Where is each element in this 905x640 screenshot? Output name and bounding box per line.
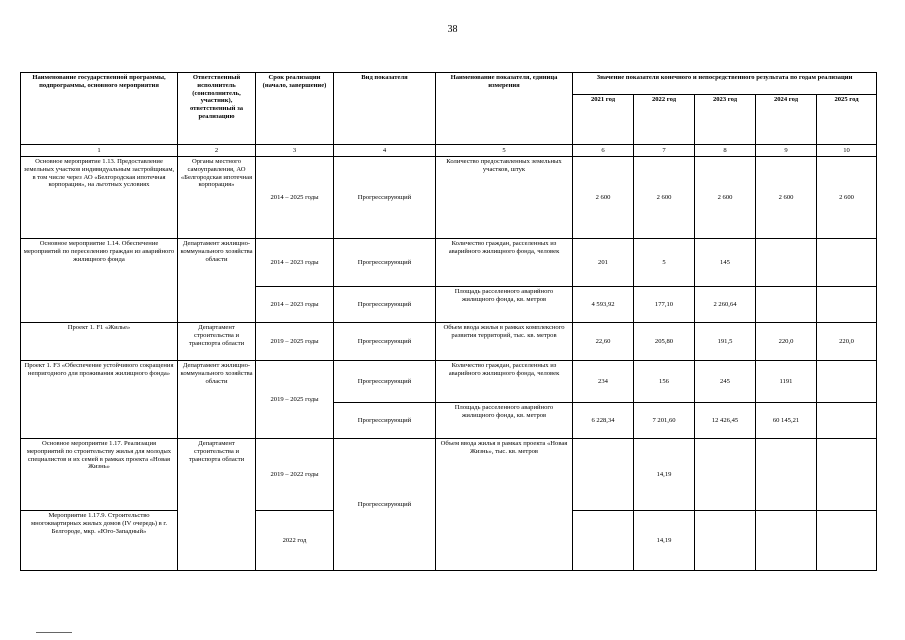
term-cell: 2019 – 2025 годы <box>256 323 334 361</box>
responsible-cell: Департамент жилищно-коммунального хозяйства области <box>178 239 256 323</box>
program-name: Проект 1. F1 «Жилье» <box>21 323 178 361</box>
table-row <box>21 157 877 239</box>
indicator-cell: Площадь расселенного аварийного жилищного фонда, кв. метров <box>436 403 573 439</box>
value-cell: 5 <box>634 239 695 287</box>
kind-cell: Прогрессирующий <box>334 361 436 403</box>
responsible-cell: Органы местного самоуправления, АО «Белгородская ипотечная корпорация» <box>178 157 256 239</box>
term-cell: 2019 – 2022 годы <box>256 439 334 511</box>
header-indicator: Наименование показателя, единица измерения <box>436 73 573 145</box>
value-cell: 245 <box>695 361 756 403</box>
value-cell <box>573 511 634 571</box>
column-number: 7 <box>634 145 695 157</box>
value-cell: 220,0 <box>756 323 817 361</box>
value-cell <box>756 511 817 571</box>
indicator-cell: Количество граждан, расселенных из аварийного жилищного фонда, человек <box>436 361 573 403</box>
value-cell: 14,19 <box>634 439 695 511</box>
indicators-table <box>20 72 877 571</box>
term-cell: 2014 – 2025 годы <box>256 157 334 239</box>
value-cell: 2 600 <box>756 157 817 239</box>
value-cell: 7 201,60 <box>634 403 695 439</box>
header-kind: Вид показателя <box>334 73 436 145</box>
value-cell: 6 228,34 <box>573 403 634 439</box>
value-cell: 2 600 <box>573 157 634 239</box>
value-cell: 2 260,64 <box>695 287 756 323</box>
table-row <box>21 361 877 403</box>
column-number: 8 <box>695 145 756 157</box>
header-responsible: Ответственный исполнитель (соисполнитель, участник), ответственный за реализацию <box>178 73 256 145</box>
column-number: 9 <box>756 145 817 157</box>
value-cell: 156 <box>634 361 695 403</box>
responsible-cell: Департамент строительства и транспорта области <box>178 323 256 361</box>
value-cell <box>817 361 877 403</box>
value-cell: 2 600 <box>695 157 756 239</box>
header-year: 2021 год <box>573 95 634 145</box>
header-term: Срок реализации (начало, завершение) <box>256 73 334 145</box>
value-cell <box>756 439 817 511</box>
value-cell: 1191 <box>756 361 817 403</box>
table-row <box>21 239 877 287</box>
value-cell: 145 <box>695 239 756 287</box>
indicator-cell: Площадь расселенного аварийного жилищного фонда, кв. метров <box>436 287 573 323</box>
value-cell <box>817 239 877 287</box>
term-cell: 2014 – 2023 годы <box>256 287 334 323</box>
column-number: 10 <box>817 145 877 157</box>
term-cell: 2014 – 2023 годы <box>256 239 334 287</box>
program-name: Мероприятие 1.17.9. Строительство многоквартирных жилых домов (IV очередь) в г. Белгороде, мкр. «Юго-Западный» <box>21 511 178 571</box>
program-name: Основное мероприятие 1.14. Обеспечение мероприятий по переселению граждан из аварийного жилищного фонда <box>21 239 178 323</box>
value-cell <box>817 439 877 511</box>
column-number: 4 <box>334 145 436 157</box>
kind-cell: Прогрессирующий <box>334 323 436 361</box>
term-cell: 2022 год <box>256 511 334 571</box>
value-cell: 2 600 <box>634 157 695 239</box>
program-name: Основное мероприятие 1.13. Предоставление земельных участков индивидуальным застройщикам, в том числе через АО «Белгородская ипотечная корпорация», на льготных условиях <box>21 157 178 239</box>
value-cell <box>817 287 877 323</box>
header-year: 2025 год <box>817 95 877 145</box>
value-cell: 177,10 <box>634 287 695 323</box>
indicator-cell: Объем ввода жилья в рамках проекта «Новая Жизнь», тыс. кв. метров <box>436 439 573 571</box>
value-cell: 22,60 <box>573 323 634 361</box>
value-cell <box>756 287 817 323</box>
column-number: 1 <box>21 145 178 157</box>
term-cell: 2019 – 2025 годы <box>256 361 334 439</box>
indicator-cell: Объем ввода жилья в рамках комплексного развития территорий, тыс. кв. метров <box>436 323 573 361</box>
header-year: 2022 год <box>634 95 695 145</box>
value-cell: 234 <box>573 361 634 403</box>
kind-cell: Прогрессирующий <box>334 157 436 239</box>
column-number: 5 <box>436 145 573 157</box>
column-number: 2 <box>178 145 256 157</box>
value-cell: 2 600 <box>817 157 877 239</box>
value-cell <box>695 439 756 511</box>
value-cell: 220,0 <box>817 323 877 361</box>
program-name: Проект 1. F3 «Обеспечение устойчивого сокращения непригодного для проживания жилищного фонда» <box>21 361 178 439</box>
kind-cell: Прогрессирующий <box>334 239 436 287</box>
indicator-cell: Количество предоставленных земельных участков, штук <box>436 157 573 239</box>
kind-cell: Прогрессирующий <box>334 403 436 439</box>
responsible-cell: Департамент строительства и транспорта области <box>178 439 256 571</box>
value-cell: 191,5 <box>695 323 756 361</box>
value-cell: 12 426,45 <box>695 403 756 439</box>
header-year: 2023 год <box>695 95 756 145</box>
value-cell: 205,80 <box>634 323 695 361</box>
table-row <box>21 439 877 511</box>
kind-cell: Прогрессирующий <box>334 439 436 571</box>
kind-cell: Прогрессирующий <box>334 287 436 323</box>
value-cell <box>817 403 877 439</box>
value-cell: 201 <box>573 239 634 287</box>
responsible-cell: Департамент жилищно-коммунального хозяйства области <box>178 361 256 439</box>
header-values-group: Значение показателя конечного и непосредственного результата по годам реализации <box>573 73 877 95</box>
column-number: 6 <box>573 145 634 157</box>
value-cell: 14,19 <box>634 511 695 571</box>
value-cell: 4 593,92 <box>573 287 634 323</box>
footnote-divider <box>36 632 72 633</box>
value-cell <box>573 439 634 511</box>
header-year: 2024 год <box>756 95 817 145</box>
indicator-cell: Количество граждан, расселенных из аварийного жилищного фонда, человек <box>436 239 573 287</box>
value-cell <box>756 239 817 287</box>
page-number: 38 <box>447 24 458 35</box>
value-cell <box>695 511 756 571</box>
column-number: 3 <box>256 145 334 157</box>
value-cell <box>817 511 877 571</box>
program-name: Основное мероприятие 1.17. Реализация мероприятий по строительству жилья для молодых специалистов и их семей в рамках проекта «Новая Жизнь» <box>21 439 178 511</box>
table-row <box>21 323 877 361</box>
header-program: Наименование государственной программы, подпрограммы, основного мероприятия <box>21 73 178 145</box>
value-cell: 60 145,21 <box>756 403 817 439</box>
